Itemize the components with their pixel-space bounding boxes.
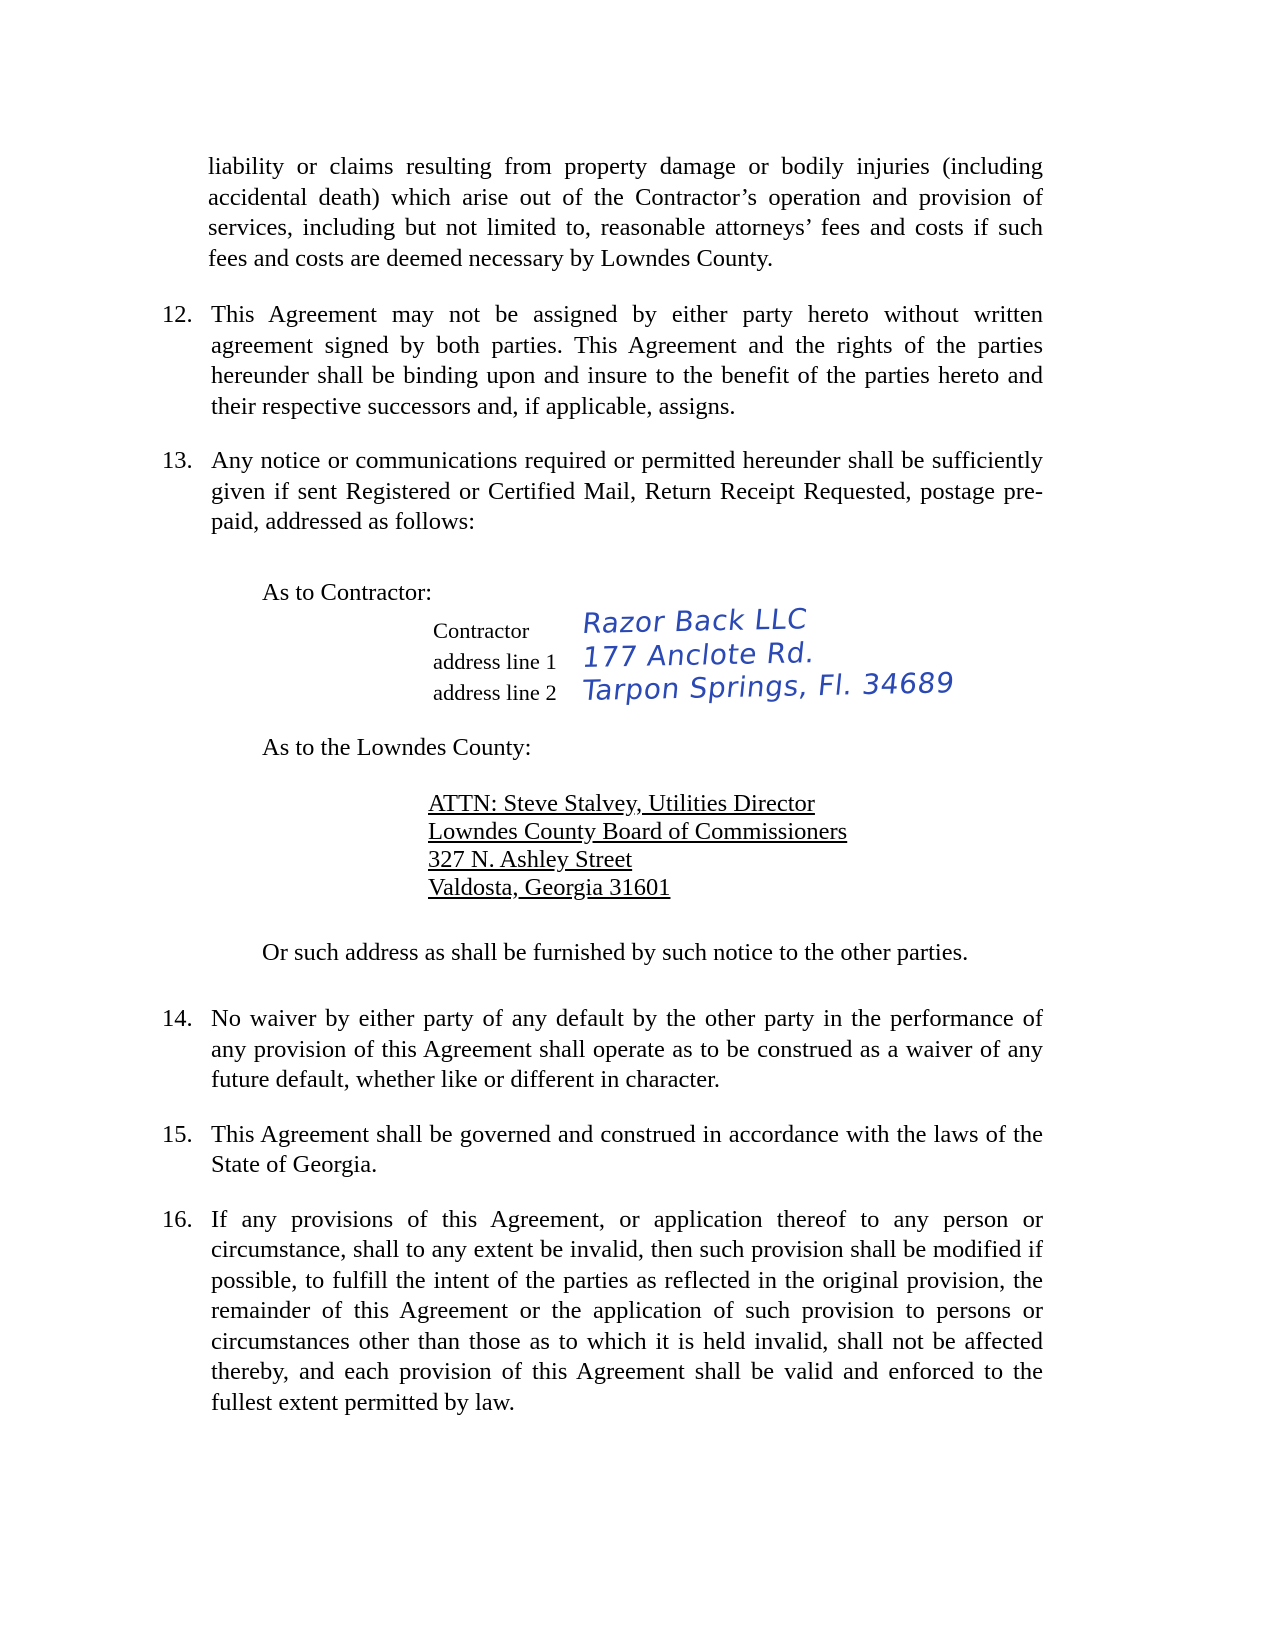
clause-14-number: 14. — [162, 1005, 193, 1032]
continuation-paragraph: liability or claims resulting from property damage or bodily injuries (including accidental death) which arise out of the Contractor’s operation and provision of services, including but not limited to, reasonable attorneys’ fees and costs if such fees and costs are deemed necessary by Lowndes County. — [208, 153, 1043, 272]
clause-15-number: 15. — [162, 1120, 193, 1148]
county-address-line-text: 327 N. Ashley Street — [428, 845, 633, 873]
contractor-name-label: Contractor — [433, 618, 530, 643]
clause-13-number: 13. — [162, 447, 193, 474]
spacer — [158, 902, 1043, 938]
spacer — [158, 707, 1043, 733]
clause-12-text: This Agreement may not be assigned by either party hereto without written agreement signed by both parties. This Agreement and the rights of the parties hereunder shall be binding upon and insure to the benefit of the parties hereto and their respective successors and, if applicable, assigns. — [211, 301, 1043, 420]
address-line-2-label: address line 2 — [433, 680, 557, 705]
as-to-county-heading: As to the Lowndes County: — [262, 734, 532, 761]
contractor-address-line-2-row — [433, 666, 1043, 707]
county-address-block — [428, 790, 1043, 902]
clause-12 — [158, 300, 1043, 422]
county-address-line-text: ATTN: Steve Stalvey, Utilities Director — [428, 789, 815, 817]
closing-note: Or such address as shall be furnished by such notice to the other parties. — [262, 938, 969, 966]
clause-16-text: If any provisions of this Agreement, or application thereof to any person or circumstance, shall to any extent be invalid, then such provision shall be modified if possible, to fulfill the intent of the parties as reflected in the original provision, the remainder of this Agreement or the application of such provision to persons or circumstances other than those as to which it is held invalid, shall not be affected thereby, and each provision of this Agreement shall be valid and enforced to the fullest extent permitted by law. — [211, 1205, 1043, 1416]
county-address-line — [428, 874, 1043, 902]
clause-12-number: 12. — [162, 301, 193, 328]
contractor-fill-in-block — [433, 602, 1043, 707]
spacer — [158, 764, 1043, 790]
clause-16 — [158, 1205, 1043, 1419]
as-to-contractor-heading: As to Contractor: — [262, 578, 433, 606]
spacer — [158, 968, 1043, 1004]
clause-14-text: No waiver by either party of any default by the other party in the performance of any provision of this Agreement shall operate as to be construed as a waiver of any future default, whether like or different in character. — [211, 1005, 1043, 1093]
clause-13 — [158, 446, 1043, 538]
address-line-1-label: address line 1 — [433, 649, 557, 674]
contractor-name-value[interactable]: Razor Back LLC — [580, 602, 809, 640]
clause-16-number: 16. — [162, 1205, 193, 1233]
county-address-line-text: Lowndes County Board of Commissioners — [428, 817, 848, 845]
clause-14 — [158, 1004, 1043, 1096]
spacer — [158, 562, 1043, 578]
county-address-line — [428, 846, 1043, 874]
clause-15 — [158, 1120, 1043, 1181]
county-address-line — [428, 790, 1043, 818]
clause-15-text: This Agreement shall be governed and construed in accordance with the laws of the State of Georgia. — [211, 1120, 1043, 1178]
address-line-2-value[interactable]: Tarpon Springs, Fl. 34689 — [580, 666, 957, 707]
clause-13-text: Any notice or communications required or permitted hereunder shall be sufficiently given if sent Registered or Certified Mail, Return Receipt Requested, postage pre-paid, addressed as follows: — [211, 447, 1043, 535]
county-address-line-text: Valdosta, Georgia 31601 — [428, 873, 671, 901]
county-address-line — [428, 818, 1043, 846]
address-line-1-value[interactable]: 177 Anclote Rd. — [580, 636, 817, 674]
document-body — [158, 152, 1043, 1442]
